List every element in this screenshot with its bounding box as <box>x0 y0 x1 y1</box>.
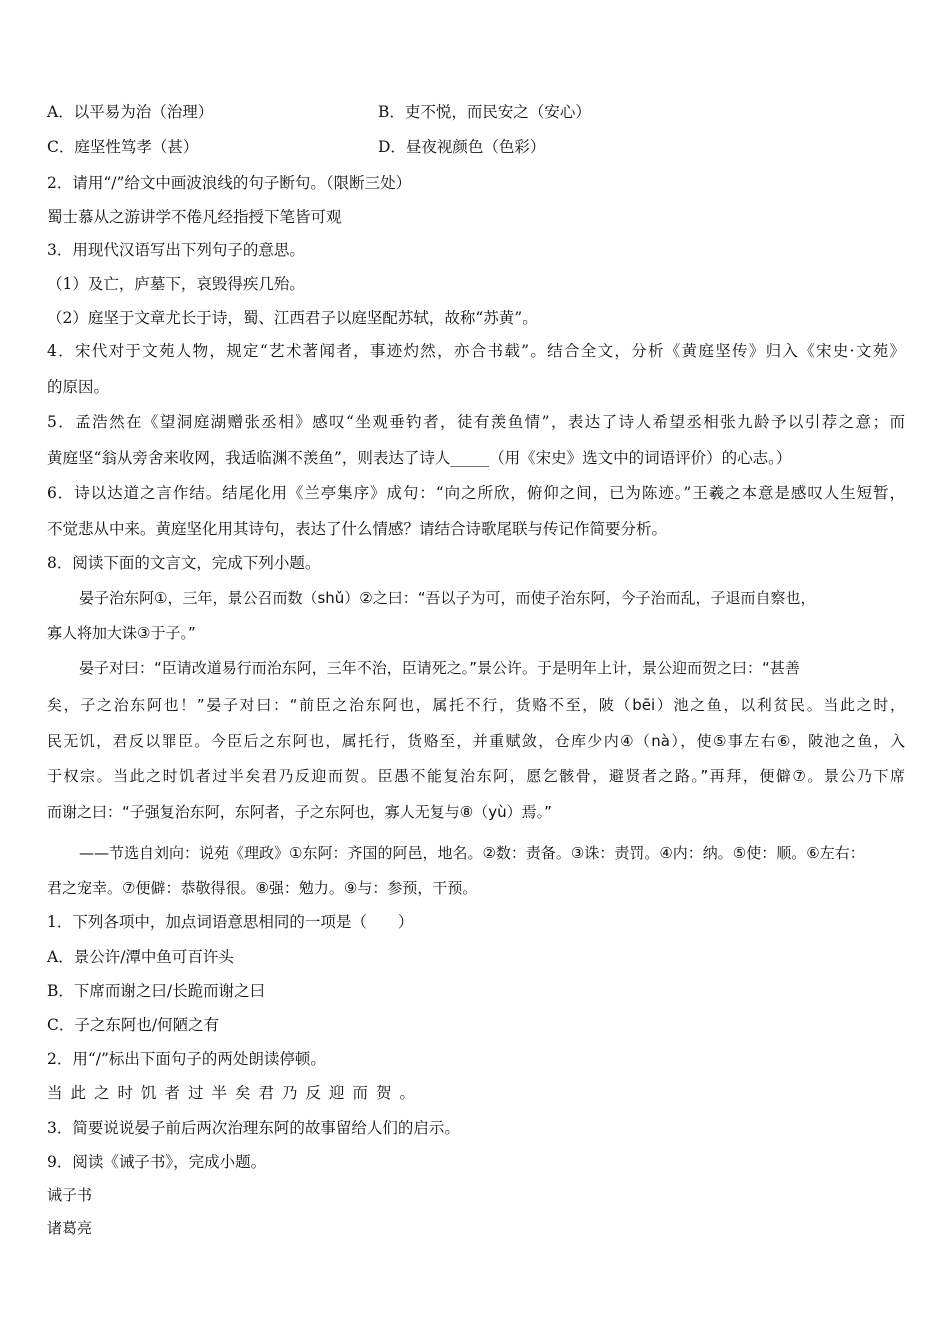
essay-title: 诫子书 <box>47 1186 93 1204</box>
sub-q-1-option-a: A．景公许/潭中鱼可百许头 <box>47 948 234 966</box>
pause-sentence: 当此之时饥者过半矣君乃反迎而贺。 <box>47 1084 424 1102</box>
option-d: D．昼夜视颜色（色彩） <box>378 138 546 156</box>
question-5-cont: 黄庭坚“翁从旁舍来收网，我适临渊不羡鱼”，则表达了诗人_____（用《宋史》选文中的词语评价）的心志。） <box>47 449 792 467</box>
question-9: 9．阅读《诫子书》，完成小题。 <box>47 1153 267 1171</box>
sub-q-1: 1．下列各项中，加点词语意思相同的一项是（ ） <box>47 913 414 931</box>
source-note-cont: 君之宠幸。⑦便僻：恭敬得很。⑧强：勉力。⑨与：参预，干预。 <box>47 879 478 897</box>
source-note: ——节选自刘向：说苑《理政》①东阿：齐国的阿邑，地名。②数：责备。③诛：责罚。④内：纳。⑤使：顺。⑥左右： <box>79 844 865 862</box>
sub-q-1-option-b: B．下席而谢之曰/长跪而谢之曰 <box>47 982 266 1000</box>
sub-q-2: 2．用“/”标出下面句子的两处朗读停顿。 <box>47 1050 326 1068</box>
passage-line: 晏子治东阿①，三年，景公召而数（shǔ）②之曰：“吾以子为可，而使子治东阿，今子治而乱，子退而自察也， <box>79 589 816 607</box>
passage-line: 于权宗。当此之时饥者过半矣君乃反迎而贺。臣愚不能复治东阿，愿乞骸骨，避贤者之路。”再拜，便僻⑦。景公乃下席 <box>47 767 905 785</box>
sub-q-3: 3．简要说说晏子前后两次治理东阿的故事留给人们的启示。 <box>47 1119 460 1137</box>
question-3: 3．用现代汉语写出下列句子的意思。 <box>47 241 305 259</box>
question-6: 6．诗以达道之言作结。结尾化用《兰亭集序》成句：“向之所欣，俯仰之间，已为陈迹。”王羲之本意是感叹人生短暂， <box>47 484 905 502</box>
sub-q-1-option-c: C．子之东阿也/何陋之有 <box>47 1016 220 1034</box>
sub-question-1: （1）及亡，庐墓下，哀毁得疾几殆。 <box>47 275 305 293</box>
question-5: 5．孟浩然在《望洞庭湖赠张丞相》感叹“坐观垂钓者，徒有羡鱼情”，表达了诗人希望丞相张九龄予以引荐之意；而 <box>47 413 905 431</box>
question-2: 2．请用“/”给文中画波浪线的句子断句。（限断三处） <box>47 174 412 192</box>
passage-line: 矣，子之治东阿也！”晏子对曰：“前臣之治东阿也，属托不行，货赂不至，陂（bēi）池之鱼，以利贫民。当此之时， <box>47 696 905 714</box>
passage-line: 晏子对曰：“臣请改道易行而治东阿，三年不治，臣请死之。”景公许。于是明年上计，景公迎而贺之曰：“甚善 <box>79 659 800 677</box>
passage-line: 寡人将加大诛③于子。” <box>47 624 196 642</box>
option-a: A．以平易为治（治理） <box>47 103 214 121</box>
punctuation-sentence: 蜀士慕从之游讲学不倦凡经指授下笔皆可观 <box>47 208 342 226</box>
question-6-cont: 不觉悲从中来。黄庭坚化用其诗句，表达了什么情感？请结合诗歌尾联与传记作简要分析。 <box>47 520 668 538</box>
question-4-cont: 的原因。 <box>47 378 110 396</box>
passage-line: 民无饥，君反以罪臣。今臣后之东阿也，属托行，货赂至，并重赋敛，仓库少内④（nà），使⑤事左右⑥，陂池之鱼，入 <box>47 732 905 750</box>
option-c: C．庭坚性笃孝（甚） <box>47 138 199 156</box>
essay-author: 诸葛亮 <box>47 1219 93 1237</box>
sub-question-2: （2）庭坚于文章尤长于诗，蜀、江西君子以庭坚配苏轼，故称“苏黄”。 <box>47 309 538 327</box>
option-b: B．吏不悦，而民安之（安心） <box>378 103 591 121</box>
passage-line: 而谢之曰：“子强复治东阿，东阿者，子之东阿也，寡人无复与⑧（yù）焉。” <box>47 803 552 821</box>
question-4: 4．宋代对于文苑人物，规定“艺术著闻者，事迹灼然，亦合书载”。结合全文，分析《黄庭坚传》归入《宋史·文苑》 <box>47 342 905 360</box>
question-8: 8．阅读下面的文言文，完成下列小题。 <box>47 554 321 572</box>
